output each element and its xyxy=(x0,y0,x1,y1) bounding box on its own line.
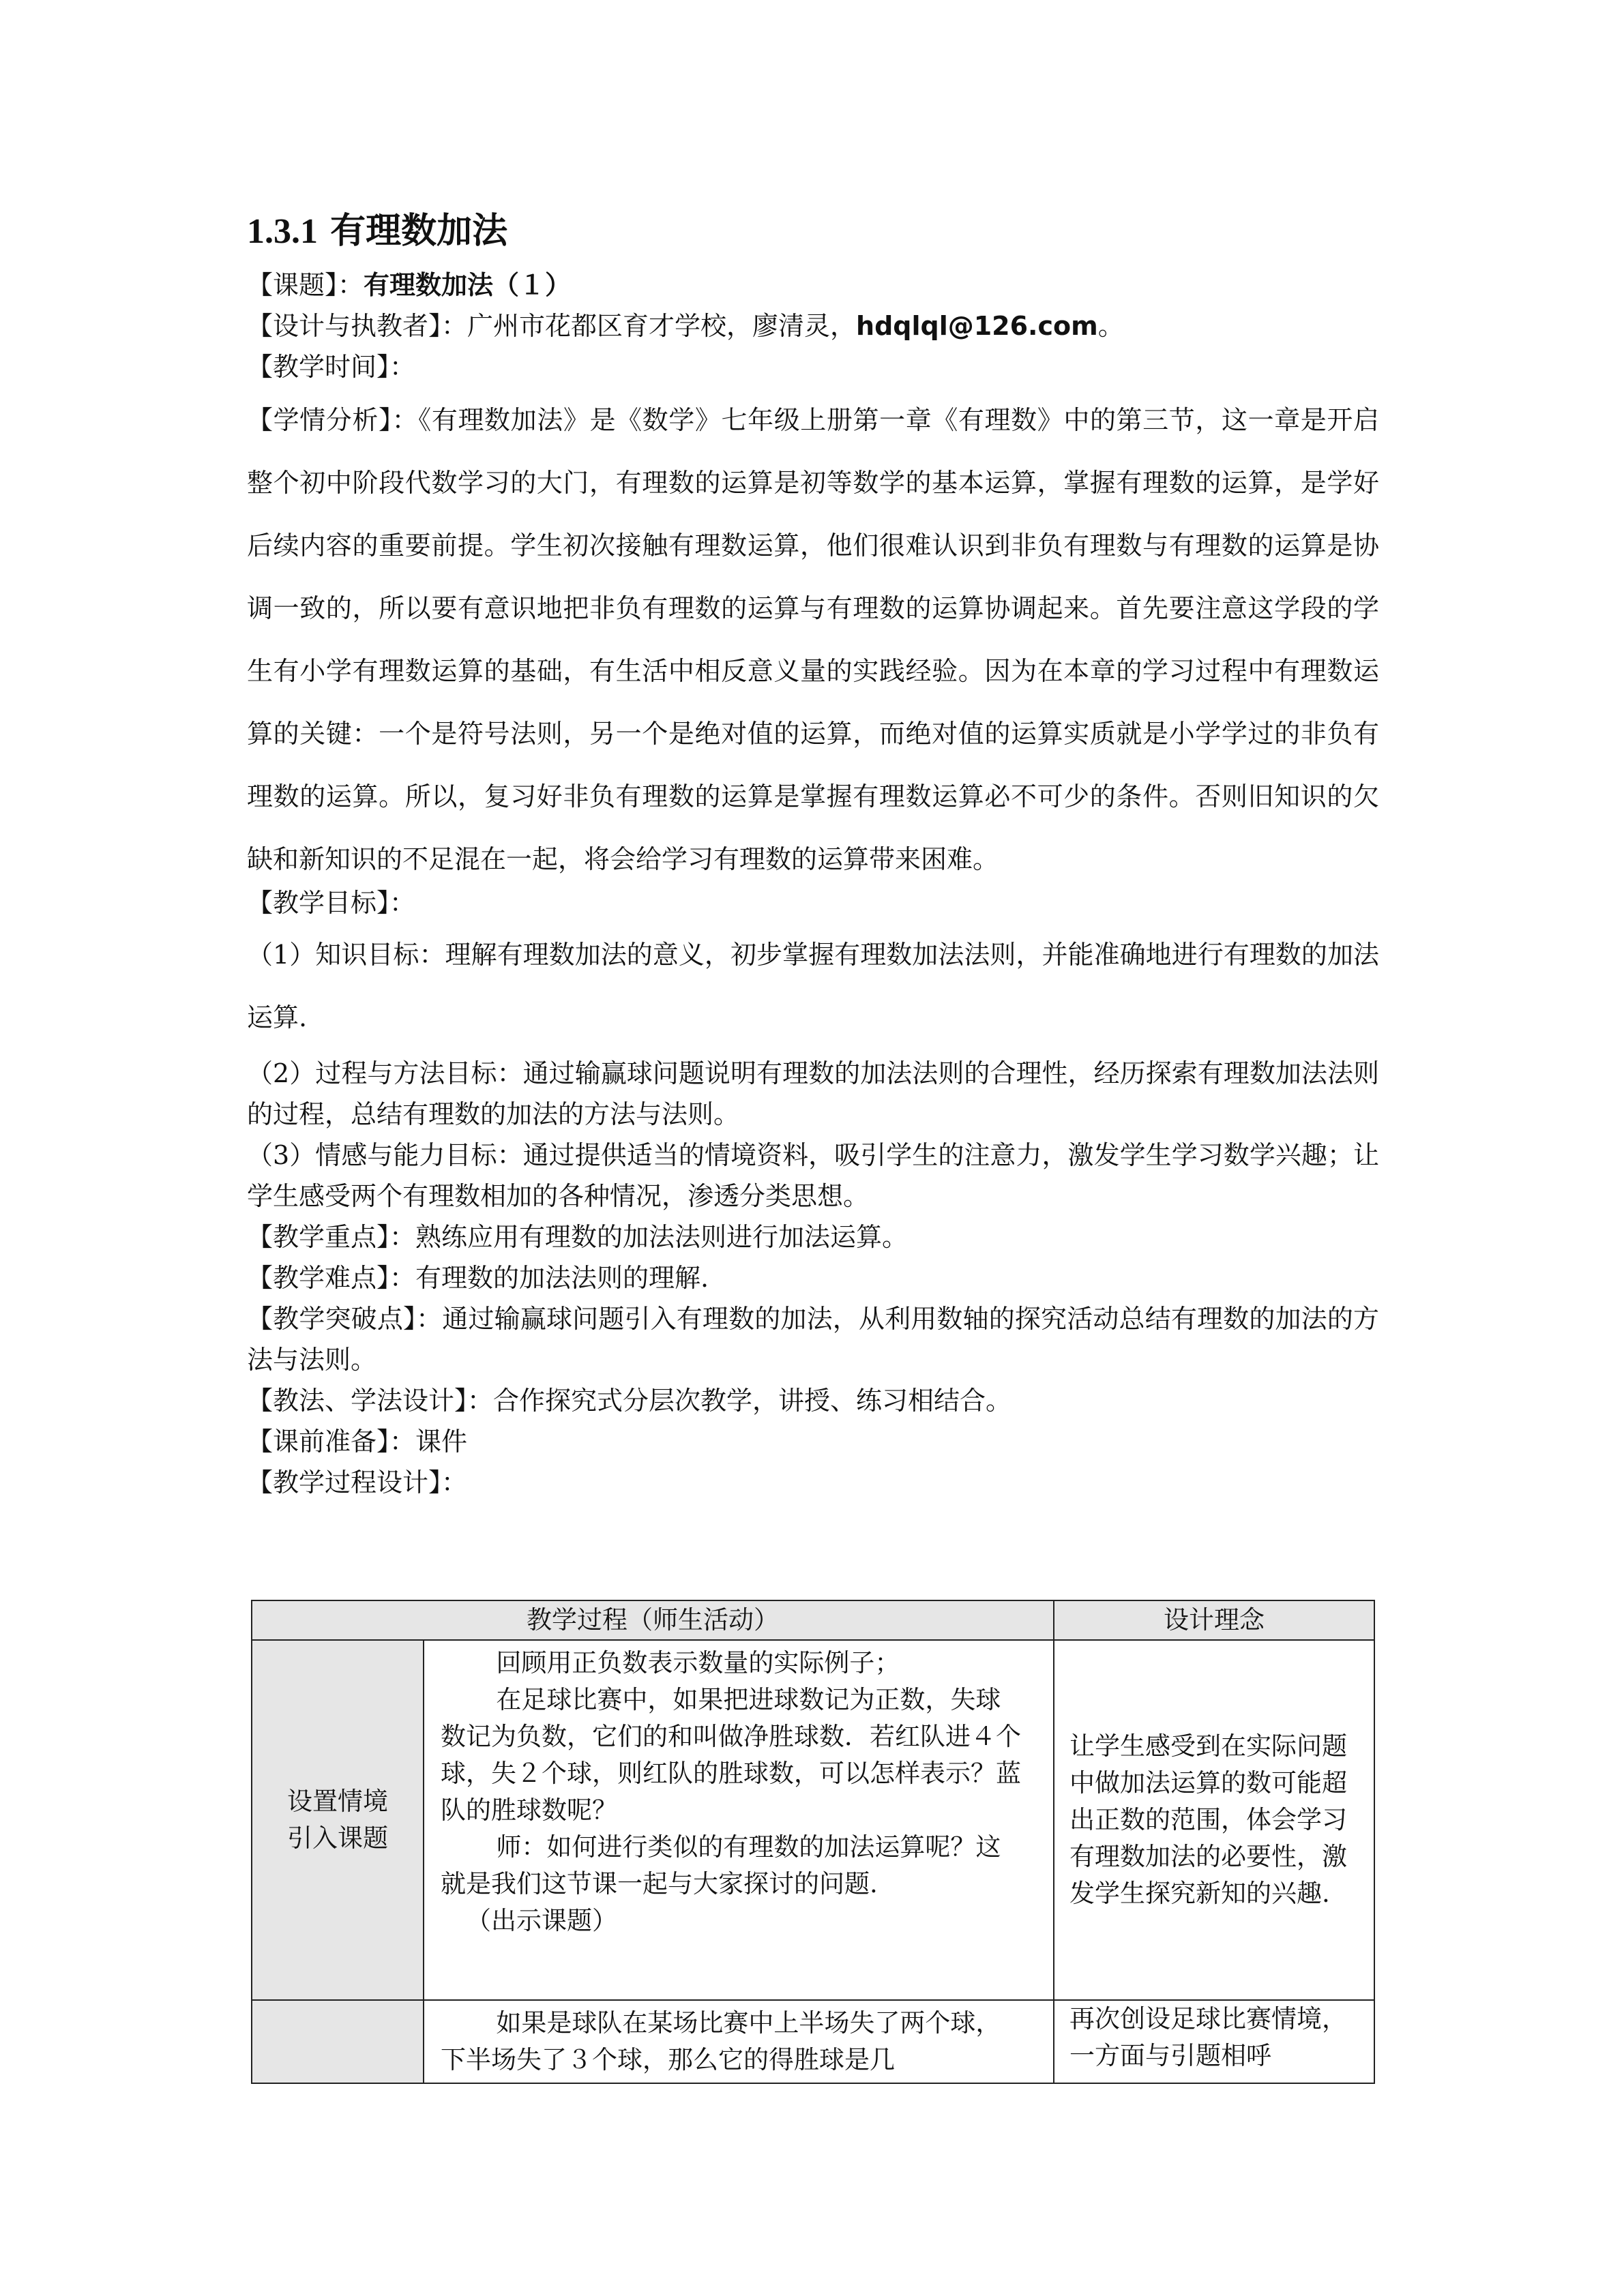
design-text: 让学生感受到在实际问题中做加法运算的数可能超出正数的范围，体会学习有理数加法的必要性，激发学生探究新知的兴趣. xyxy=(1069,1731,1347,1908)
process-design-label: 【教学过程设计】： xyxy=(247,1467,468,1497)
table-row xyxy=(252,2000,1374,2083)
design-cell xyxy=(1054,2000,1374,2083)
goals-label: 【教学目标】： xyxy=(247,888,416,918)
document-page xyxy=(247,205,1379,2074)
goal-process: （2）过程与方法目标：通过输赢球问题说明有理数的加法法则的合理性，经历探索有理数加法法则的过程，总结有理数的加法的方法与法则。 xyxy=(247,1058,1379,1129)
title-number: 1.3.1 xyxy=(247,212,318,251)
activity-cell xyxy=(424,1640,1054,2000)
stage-label: 设置情境 引入课题 xyxy=(287,1787,388,1853)
designer-email: hdqlql@126.com xyxy=(856,311,1098,341)
activity-line: 在足球比赛中，如果把进球数记为正数，失球数记为负数，它们的和叫做净胜球数．若红队进４个球，失２个球，则红队的胜球数，可以怎样表示？蓝队的胜球数呢？ xyxy=(441,1685,1021,1825)
breakthrough: 【教学突破点】：通过输赢球问题引入有理数的加法，从利用数轴的探究活动总结有理数的加法的方法与法则。 xyxy=(247,1304,1379,1375)
design-text: 再次创设足球比赛情境，一方面与引题相呼 xyxy=(1069,2004,1347,2070)
designer-end: 。 xyxy=(1097,311,1124,341)
stage-cell xyxy=(252,2000,424,2083)
designer-line xyxy=(247,305,1379,346)
header-process: 教学过程（师生活动） xyxy=(252,1600,1054,1640)
stage-cell xyxy=(252,1640,424,2000)
table-header-row xyxy=(252,1600,1374,1640)
analysis-paragraph xyxy=(247,389,1379,891)
activity-line: （出示课题） xyxy=(466,1906,617,1935)
topic-line xyxy=(247,265,1379,305)
activity-line: 回顾用正负数表示数量的实际例子； xyxy=(496,1648,900,1678)
header-design: 设计理念 xyxy=(1054,1600,1374,1640)
activity-line: 师：如何进行类似的有理数的加法运算呢？这就是我们这节课一起与大家探讨的问题. xyxy=(441,1832,1001,1898)
topic-label: 【课题】： xyxy=(247,270,364,300)
analysis-text: 《有理数加法》是《数学》七年级上册第一章《有理数》中的第三节，这一章是开启整个初中阶段代数学习的大门，有理数的运算是初等数学的基本运算，掌握有理数的运算，是学好后续内容的重要前提。学生初次接触有理数运算，他们很难认识到非负有理数与有理数的运算是协调一致的，所以要有意识地把非负有理数的运算与有理数的运算协调起来。首先要注意这学段的学生有小学有理数运算的基础，有生活中相反意义量的实践经验。因为在本章的学习过程中有理数运算的关键：一个是符号法则，另一个是绝对值的运算，而绝对值的运算实质就是小学学过的非负有理数的运算。所以，复习好非负有理数的运算是掌握有理数运算必不可少的条件。否则旧知识的欠缺和新知识的不足混在一起，将会给学习有理数的运算带来困难。 xyxy=(247,405,1379,874)
time-label: 【教学时间】： xyxy=(247,352,416,382)
designer-label: 【设计与执教者】： xyxy=(247,311,468,341)
time-line xyxy=(247,346,1379,387)
teaching-process-table xyxy=(251,1600,1375,2084)
activity-line: 如果是球队在某场比赛中上半场失了两个球，下半场失了３个球，那么它的得胜球是几 xyxy=(441,2008,1001,2074)
methods: 【教法、学法设计】：合作探究式分层次教学，讲授、练习相结合。 xyxy=(247,1386,1012,1416)
page-title xyxy=(247,205,1379,258)
preparation: 【课前准备】：课件 xyxy=(247,1427,468,1457)
topic-value: 有理数加法（１） xyxy=(364,269,572,300)
goal-emotion: （3）情感与能力目标：通过提供适当的情境资料，吸引学生的注意力，激发学生学习数学兴趣；让学生感受两个有理数相加的各种情况，渗透分类思想。 xyxy=(247,1140,1379,1211)
key-points: 【教学重点】：熟练应用有理数的加法法则进行加法运算。 xyxy=(247,1222,909,1252)
activity-cell xyxy=(424,2000,1054,2083)
difficulties: 【教学难点】：有理数的加法法则的理解. xyxy=(247,1263,709,1293)
analysis-label: 【学情分析】： xyxy=(247,405,419,435)
table-row xyxy=(252,1640,1374,2000)
design-cell xyxy=(1054,1640,1374,2000)
goal-knowledge: （1）知识目标：理解有理数加法的意义，初步掌握有理数加法法则，并能准确地进行有理数的加法运算. xyxy=(247,940,1379,1032)
title-text: 有理数加法 xyxy=(330,210,508,252)
designer-value: 广州市花都区育才学校，廖清灵， xyxy=(467,311,857,341)
